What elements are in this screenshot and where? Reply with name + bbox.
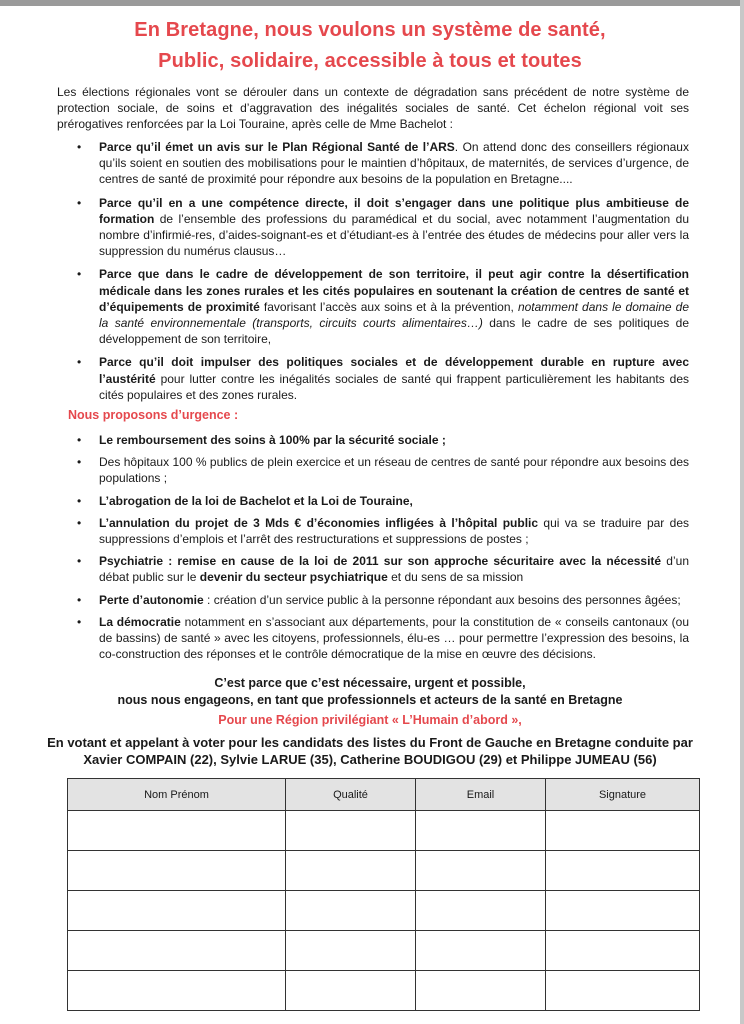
table-row [68, 931, 700, 971]
signature-cell[interactable] [546, 811, 700, 851]
email-cell[interactable] [416, 931, 546, 971]
closing-line-4: En votant et appelant à voter pour les candidats des listes du Front de Gauche en Bretagne conduite par [47, 735, 693, 750]
signature-cell[interactable] [546, 851, 700, 891]
header-email: Email [416, 779, 546, 811]
bullet-dot: • [77, 355, 82, 370]
proposal-text: d’un débat public sur le [99, 554, 689, 585]
proposal-bold: Psychiatrie : remise en cause de la loi de 2011 sur son approche sécuritaire avec la nécessité [99, 554, 662, 569]
qualite-cell[interactable] [286, 971, 416, 1011]
email-cell[interactable] [416, 851, 546, 891]
name-cell[interactable] [68, 811, 286, 851]
name-cell[interactable] [68, 891, 286, 931]
reason-bold: Parce qu’il doit impulser des politiques sociales et de développement durable en rupture avec l’austérité [99, 355, 689, 386]
reasons-list [57, 139, 689, 410]
reason-text: de l’ensemble des professions du paramédical et du social, avec notamment l’augmentation du nombre d’infirmié-res, d’aides-soignant-es et d’étudiant-es à l’entrée des études de médecins pour aller vers la suppression du numérus clausus… [99, 211, 689, 259]
proposal-item-3 [57, 493, 689, 509]
table-row [68, 971, 700, 1011]
proposal-text: notamment en s’associant aux départements, pour la constitution de « conseils cantonaux (ou de bassins) de santé » avec les citoyens, professionnels, élu-es … pour permettre l’expression des besoins, la co-construction des réponses et le contrôle démocratique de la mise en œuvre des décisions. [99, 614, 689, 662]
reason-text-2: dans le cadre de ses politiques de développement de son territoire, [99, 316, 690, 347]
document-page [0, 6, 740, 1024]
qualite-cell[interactable] [286, 891, 416, 931]
header-signature: Signature [546, 779, 700, 811]
email-cell[interactable] [416, 891, 546, 931]
reason-item-4 [57, 354, 689, 403]
qualite-cell[interactable] [286, 931, 416, 971]
table-row [68, 811, 700, 851]
signature-cell[interactable] [546, 971, 700, 1011]
qualite-cell[interactable] [286, 811, 416, 851]
header-qualite: Qualité [286, 779, 416, 811]
intro-paragraph: Les élections régionales vont se dérouler dans un contexte de dégradation sans précédent de notre système de protection sociale, de soins et d’aggravation des inégalités sociales de santé. Cet échelon régional voit ses prérogatives renforcées par la Loi Touraine, après celle de Mme Bachelot : [57, 85, 689, 131]
proposal-bold: L’annulation du projet de 3 Mds € d’économies infligées à l’hôpital public [99, 515, 539, 530]
proposal-item-6 [57, 592, 689, 608]
proposal-item-2 [57, 454, 689, 486]
proposal-bold: L’abrogation de la loi de Bachelot et la Loi de Touraine, [99, 493, 413, 508]
closing-line-2: nous nous engageons, en tant que professionnels et acteurs de la santé en Bretagne [117, 693, 623, 707]
proposal-text: Des hôpitaux 100 % publics de plein exercice et un réseau de centres de santé pour répondre aux besoins des populations ; [99, 455, 689, 486]
header-nom-prenom: Nom Prénom [68, 779, 286, 811]
proposal-item-7 [57, 614, 689, 663]
candidates-line: Xavier COMPAIN (22), Sylvie LARUE (35), Catherine BOUDIGOU (29) et Philippe JUMEAU (56) [83, 752, 657, 767]
signature-table [67, 778, 700, 1011]
email-cell[interactable] [416, 971, 546, 1011]
bullet-dot: • [77, 455, 82, 470]
proposal-bold: Perte d’autonomie [99, 592, 204, 607]
proposal-text: : création d’un service public à la personne répondant aux besoins des personnes âgées; [203, 592, 681, 607]
reason-bold: Parce que dans le cadre de développement de son territoire, il peut agir contre la désertification médicale dans les zones rurales et les cités populaires en soutenant la création de centres de santé et d’équipements de proximité [99, 267, 689, 314]
closing-line-1: C’est parce que c’est nécessaire, urgent et possible, [214, 676, 526, 690]
bullet-dot: • [77, 614, 82, 629]
signature-cell[interactable] [546, 891, 700, 931]
name-cell[interactable] [68, 931, 286, 971]
bullet-dot: • [77, 554, 82, 569]
bullet-dot: • [77, 515, 82, 530]
proposal-item-4 [57, 515, 689, 547]
proposal-item-5 [57, 553, 689, 585]
table-row [68, 851, 700, 891]
name-cell[interactable] [68, 851, 286, 891]
signature-cell[interactable] [546, 931, 700, 971]
bullet-dot: • [77, 433, 82, 447]
bullet-dot: • [77, 195, 82, 210]
proposals-list [57, 432, 689, 668]
bullet-dot: • [77, 493, 82, 508]
closing-slogan: Pour une Région privilégiant « L’Humain d’abord », [218, 713, 522, 727]
signature-table-header [68, 779, 700, 811]
proposal-bold-2: devenir du secteur psychiatrique [199, 570, 388, 585]
proposals-heading: Nous proposons d’urgence : [68, 408, 239, 422]
reason-item-1 [57, 139, 689, 188]
table-row [68, 891, 700, 931]
proposal-bold: La démocratie [99, 614, 181, 629]
proposal-item-1 [57, 432, 689, 448]
bullet-dot: • [77, 592, 82, 607]
reason-italic: notamment dans le domaine de la santé environnementale (transports, circuits courts alimentaires…) [99, 299, 690, 331]
reason-text: favorisant l’accès aux soins et à la prévention, [259, 299, 518, 314]
proposal-text-2: et du sens de sa mission [387, 570, 524, 585]
title-line-1: En Bretagne, nous voulons un système de santé, [134, 19, 606, 41]
title-line-2: Public, solidaire, accessible à tous et toutes [158, 50, 582, 72]
reason-item-3 [57, 266, 689, 347]
reason-text: . On attend donc des conseillers régionaux qu’ils soient en soutien des mobilisations pour le maintien d’hôpitaux, de maternités, de services d’urgence, de centres de santé de proximité pour répondre aux besoins de la population en Bretagne.... [99, 140, 689, 187]
scan-right-edge [740, 0, 744, 1024]
reason-bold: Parce qu’il émet un avis sur le Plan Régional Santé de l’ARS [99, 140, 455, 154]
name-cell[interactable] [68, 971, 286, 1011]
proposal-text: qui va se traduire par des suppressions d’emplois et l’arrêt des restructurations et suppressions de postes ; [99, 515, 689, 547]
bullet-dot: • [77, 267, 82, 282]
reason-bold: Parce qu’il en a une compétence directe, il doit s’engager dans une politique plus ambitieuse de formation [99, 195, 689, 226]
email-cell[interactable] [416, 811, 546, 851]
reason-text: pour lutter contre les inégalités sociales de santé qui frappent particulièrement les habitants des cités populaires et des zones rurales. [99, 371, 689, 402]
proposal-bold: Le remboursement des soins à 100% par la sécurité sociale ; [99, 433, 446, 447]
reason-item-2 [57, 195, 689, 260]
qualite-cell[interactable] [286, 851, 416, 891]
bullet-dot: • [77, 140, 82, 154]
